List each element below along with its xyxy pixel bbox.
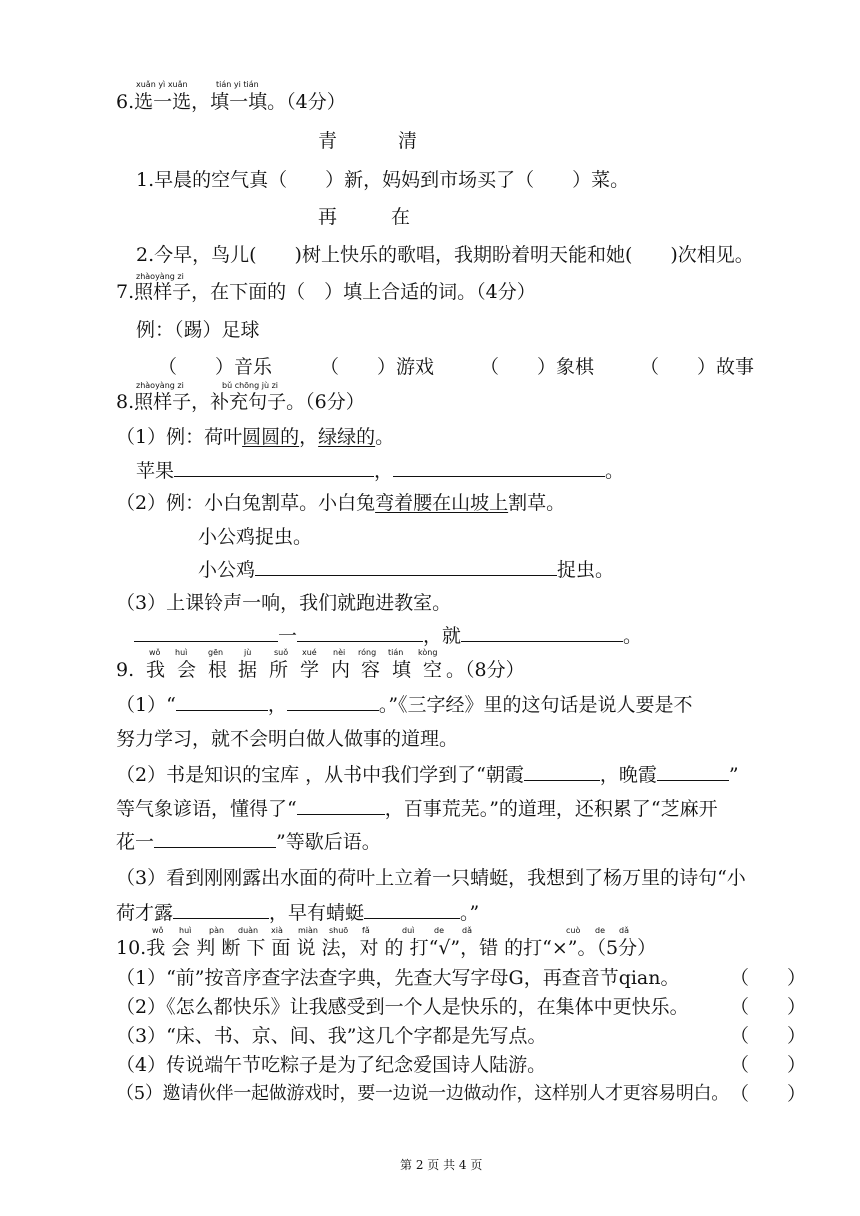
q9-char-7: 内 (331, 659, 351, 681)
q10-pinyin-13: de (595, 926, 605, 935)
q9-p2-f: 花一 (116, 831, 155, 853)
q8-p1-comma: ， (374, 460, 394, 482)
q8-p1-period: 。 (605, 460, 625, 482)
q9-part1-line1 (116, 692, 693, 717)
q9-p2-a: （2）书是知识的宝库 ，从书中我们学到了“朝霞 (116, 764, 524, 786)
q8-p2-a-end: 捉虫。 (557, 559, 615, 581)
q8-part3-answer-line (134, 623, 642, 648)
q8-p3-period: 。 (623, 625, 643, 647)
q9-title-num: 9. (116, 659, 135, 681)
q6-title: 6.选一选，填一填。（4分） (116, 91, 346, 113)
q10-item-5-paren[interactable]: （ ） (730, 1083, 807, 1105)
q9-part1-line2: 努力学习，就不会明白做人做事的道理。 (116, 728, 459, 750)
q9-p2-blank-4[interactable] (154, 829, 276, 848)
q9-pinyin-rong: róng (358, 648, 377, 657)
q9-char-3: 根 (208, 659, 228, 681)
q9-char-6: 学 (300, 659, 320, 681)
q10-item-1: （1）“前”按音序查字法查字典，先查大写字母G，再查音节qian。 (116, 967, 680, 989)
q8-part1-example (116, 425, 394, 449)
q9-pinyin-xue: xué (302, 648, 317, 657)
q9-p2-b: ，晚霞 (599, 764, 657, 786)
q9-part2-line3 (116, 829, 381, 854)
q10-pinyin-9: duì (402, 926, 415, 935)
q9-p1-blank-1[interactable] (176, 692, 268, 711)
q8-pinyin-1: zhàoyàng zi (136, 381, 184, 390)
q9-p2-g: ”等歇后语。 (276, 831, 381, 853)
q6-word-a1: 青 (318, 130, 338, 152)
q9-p3-blank-2[interactable] (364, 900, 460, 919)
q8-p3-blank-2[interactable] (297, 623, 423, 642)
q10-item-3-paren[interactable]: （ ） (730, 1025, 807, 1047)
q10-pinyin-14: dǎ (619, 926, 629, 935)
q7-item-3: （ ）象棋 (480, 356, 595, 378)
q6-sentence-1: 1.早晨的空气真（ ）新，妈妈到市场买了（ ）菜。 (136, 169, 630, 191)
q10-item-4-paren[interactable]: （ ） (730, 1054, 807, 1076)
q8-p3-jiu: ，就 (423, 625, 462, 647)
q10-pinyin-8: fǎ (362, 926, 370, 935)
q9-p2-c: ” (728, 764, 739, 786)
q6-word-b1: 再 (318, 206, 338, 228)
q7-item-2: （ ）游戏 (320, 356, 435, 378)
q9-part2-line1 (116, 762, 739, 787)
q10-pinyin-3: pàn (209, 926, 225, 935)
q9-part3-line2 (116, 900, 479, 925)
q8-p1-prefix: （1）例：荷叶 (116, 426, 243, 448)
q9-p1-blank-2[interactable] (287, 692, 379, 711)
q8-p1-mid: ， (299, 426, 319, 448)
q10-pinyin-4: duàn (238, 926, 259, 935)
q9-pinyin-ju: jù (244, 648, 252, 657)
q10-item-1-paren[interactable]: （ ） (730, 967, 807, 989)
q9-p3-blank-1[interactable] (173, 900, 269, 919)
q9-pinyin-hui: huì (175, 648, 188, 657)
q7-title: 7.照样子，在下面的（ ）填上合适的词。（4分） (116, 281, 536, 303)
q9-char-8: 容 (361, 659, 381, 681)
q8-p2-blank[interactable] (255, 557, 557, 576)
q10-pinyin-5: xià (271, 926, 283, 935)
q10-pinyin-1: wǒ (152, 926, 164, 935)
q10-pinyin-2: huì (179, 926, 192, 935)
q10-item-2: （2）《怎么都快乐》让我感受到一个人是快乐的，在集体中更快乐。 (116, 996, 689, 1018)
q8-p2-a-pre: 小公鸡 (198, 559, 256, 581)
q9-char-5: 所 (269, 659, 289, 681)
q10-item-2-paren[interactable]: （ ） (730, 996, 807, 1018)
q9-pinyin-wo: wǒ (149, 648, 161, 657)
q8-part2-answer-line (198, 557, 614, 582)
q9-p2-blank-2[interactable] (657, 762, 729, 781)
q7-item-4: （ ）故事 (640, 356, 755, 378)
q10-pinyin-7: shuō (329, 926, 349, 935)
page-footer: 第 2 页 共 4 页 (400, 1158, 483, 1172)
q9-char-10: 空 (423, 659, 443, 681)
q9-p1-c: 。”《三字经》里的这句话是说人要是不 (378, 694, 693, 716)
q9-p3-d: 。” (460, 902, 480, 924)
q7-pinyin: zhàoyàng zi (136, 272, 184, 281)
q8-part3-example: （3）上课铃声一响，我们就跑进教室。 (116, 592, 452, 614)
q9-title-end: 。（8分） (446, 659, 525, 681)
q9-pinyin-gen: gēn (208, 648, 224, 657)
q9-p2-e: ，百事荒芜。”的道理，还积累了“芝麻开 (384, 798, 718, 820)
q9-part2-line2 (116, 796, 718, 821)
q8-pinyin-2: bǔ chōng jù zi (222, 381, 279, 390)
q6-pinyin-2: tián yi tián (216, 80, 259, 89)
q6-pinyin-1: xuǎn yì xuǎn (136, 80, 188, 89)
q9-part3-line1: （3）看到刚刚露出水面的荷叶上立着一只蜻蜓，我想到了杨万里的诗句“小 (116, 867, 746, 889)
q8-p1-line-label: 苹果 (136, 460, 175, 482)
q9-p3-c: ，早有蜻蜓 (269, 902, 365, 924)
q10-title-block (116, 926, 816, 964)
q6-word-b2: 在 (391, 206, 411, 228)
q10-pinyin-11: dǎ (462, 926, 472, 935)
q8-p3-yi: 一 (278, 625, 298, 647)
q10-title: 10.我 会 判 断 下 面 说 法，对 的 打“√”，错 的打“×”。（5分） (116, 937, 657, 959)
q9-pinyin-kong: kòng (418, 648, 438, 657)
q7-example: 例：（踢）足球 (136, 319, 260, 341)
q10-item-5: （5）邀请伙伴一起做游戏时，要一边说一边做动作，这样别人才更容易明白。 (116, 1083, 729, 1104)
q10-pinyin-10: de (434, 926, 444, 935)
q8-p3-blank-3[interactable] (461, 623, 623, 642)
q9-p2-d: 等气象谚语，懂得了“ (116, 798, 297, 820)
q9-p1-b: ， (267, 694, 287, 716)
q9-char-4: 据 (238, 659, 258, 681)
q8-p2-underlined: 弯着腰在山坡上 (375, 492, 509, 514)
q9-char-2: 会 (177, 659, 197, 681)
q10-item-4: （4）传说端午节吃粽子是为了纪念爱国诗人陆游。 (116, 1054, 547, 1076)
q9-title (116, 648, 816, 688)
q8-part2-example (116, 491, 565, 515)
q8-part1-answer-line (136, 458, 624, 483)
q9-pinyin-nei: nèi (333, 648, 346, 657)
q9-p1-a: （1）“ (116, 694, 176, 716)
q9-pinyin-suo: suǒ (274, 648, 289, 657)
q8-p1-end: 。 (375, 426, 395, 448)
q8-p2-end: 割草。 (508, 492, 566, 514)
q10-pinyin-12: cuò (566, 926, 581, 935)
q8-p1-blank-2[interactable] (393, 458, 605, 477)
q9-char-1: 我 (146, 659, 166, 681)
q8-p1-underlined-2: 绿绿的 (318, 426, 376, 448)
q10-item-3: （3）“床、书、京、间、我”这几个字都是先写点。 (116, 1025, 547, 1047)
q8-p1-blank-1[interactable] (174, 458, 374, 477)
q8-p1-underlined-1: 圆圆的 (242, 426, 300, 448)
q10-pinyin-6: miàn (298, 926, 318, 935)
q8-part2-question: 小公鸡捉虫。 (198, 526, 313, 548)
q9-p3-b: 荷才露 (116, 902, 174, 924)
q7-item-1: （ ）音乐 (158, 356, 273, 378)
q6-sentence-2: 2.今早，鸟儿( )树上快乐的歌唱，我期盼着明天能和她( )次相见。 (136, 244, 754, 266)
q9-char-9: 填 (392, 659, 412, 681)
q8-title: 8.照样子，补充句子。（6分） (116, 391, 365, 413)
q8-p3-blank-1[interactable] (134, 623, 278, 642)
q9-p2-blank-1[interactable] (524, 762, 600, 781)
q8-p2-prefix: （2）例：小白兔割草。小白兔 (116, 492, 376, 514)
q9-p2-blank-3[interactable] (297, 796, 385, 815)
q9-pinyin-tian: tián (388, 648, 404, 657)
q6-word-a2: 清 (398, 130, 418, 152)
